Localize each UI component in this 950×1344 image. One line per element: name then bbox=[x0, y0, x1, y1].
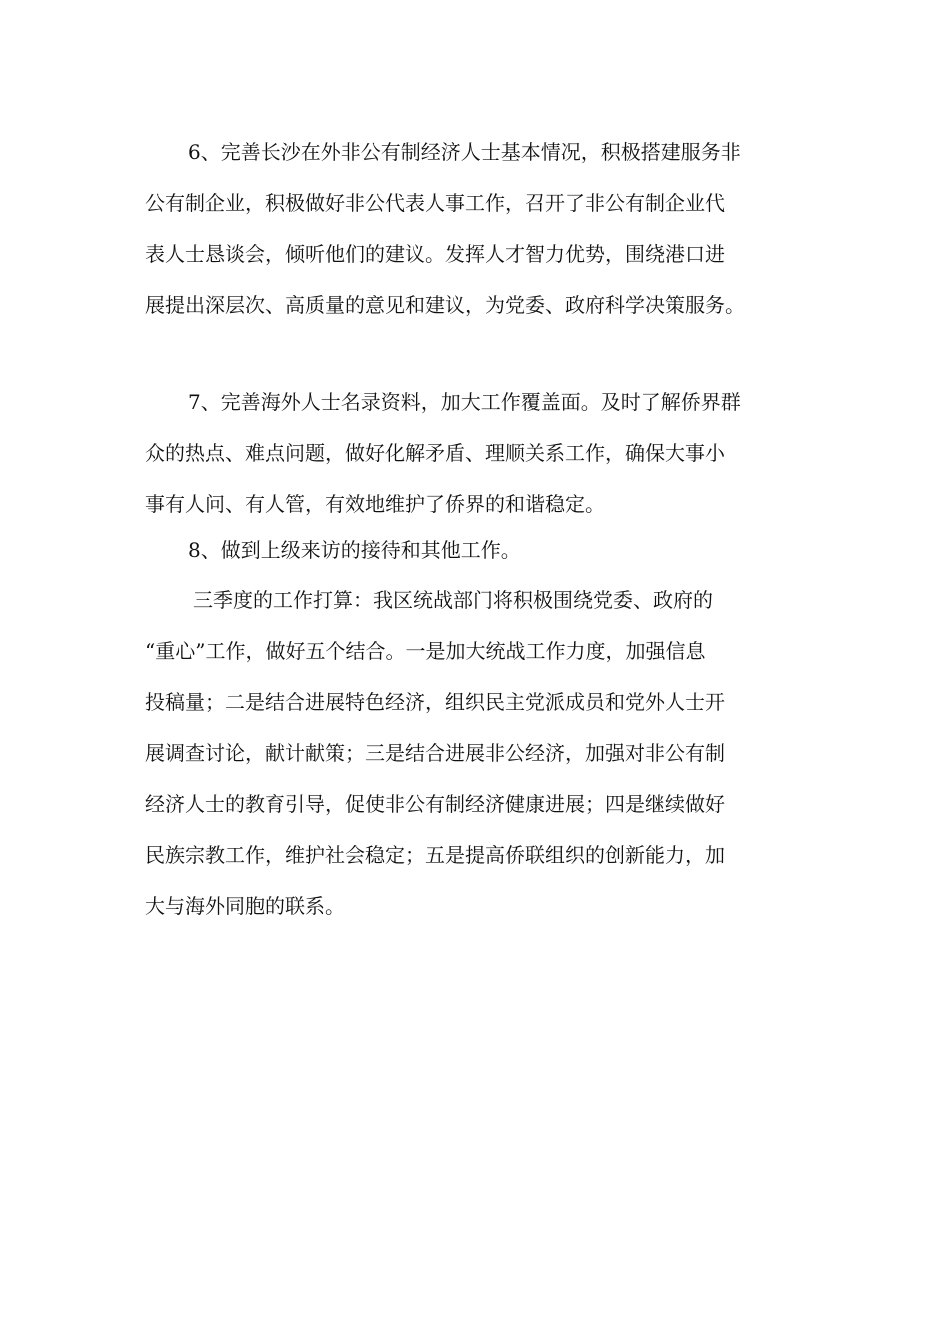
paragraph-line: 三季度的工作打算：我区统战部门将积极围绕党委、政府的 bbox=[193, 588, 713, 612]
paragraph-line: 大与海外同胞的联系。 bbox=[145, 894, 345, 918]
paragraph-item-8 bbox=[145, 525, 815, 576]
paragraph-line: 6、完善长沙在外非公有制经济人士基本情况，积极搭建服务非 bbox=[188, 140, 741, 164]
paragraph-line: 投稿量；二是结合进展特色经济，组织民主党派成员和党外人士开 bbox=[145, 690, 725, 714]
paragraph-line: 8、做到上级来访的接待和其他工作。 bbox=[188, 538, 521, 562]
paragraph-line: 展提出深层次、高质量的意见和建议，为党委、政府科学决策服务。 bbox=[145, 293, 745, 317]
paragraph-line: 民族宗教工作，维护社会稳定；五是提高侨联组织的创新能力，加 bbox=[145, 843, 725, 867]
paragraph-item-7 bbox=[145, 377, 815, 530]
paragraph-line: 表人士恳谈会，倾听他们的建议。发挥人才智力优势，围绕港口进 bbox=[145, 242, 725, 266]
paragraph-line: 公有制企业，积极做好非公代表人事工作，召开了非公有制企业代 bbox=[145, 191, 725, 215]
paragraph-line: 7、完善海外人士名录资料，加大工作覆盖面。及时了解侨界群 bbox=[188, 390, 741, 414]
paragraph-line: 展调查讨论，献计献策；三是结合进展非公经济，加强对非公有制 bbox=[145, 741, 725, 765]
paragraph-line: 经济人士的教育引导，促使非公有制经济健康进展；四是继续做好 bbox=[145, 792, 725, 816]
paragraph-line: 众的热点、难点问题，做好化解矛盾、理顺关系工作，确保大事小 bbox=[145, 441, 725, 465]
paragraph-line: 事有人问、有人管，有效地维护了侨界的和谐稳定。 bbox=[145, 492, 605, 516]
paragraph-line: “重心”工作，做好五个结合。一是加大统战工作力度，加强信息 bbox=[145, 639, 706, 663]
paragraph-item-6 bbox=[145, 127, 815, 331]
paragraph-q3-plan bbox=[145, 575, 815, 932]
